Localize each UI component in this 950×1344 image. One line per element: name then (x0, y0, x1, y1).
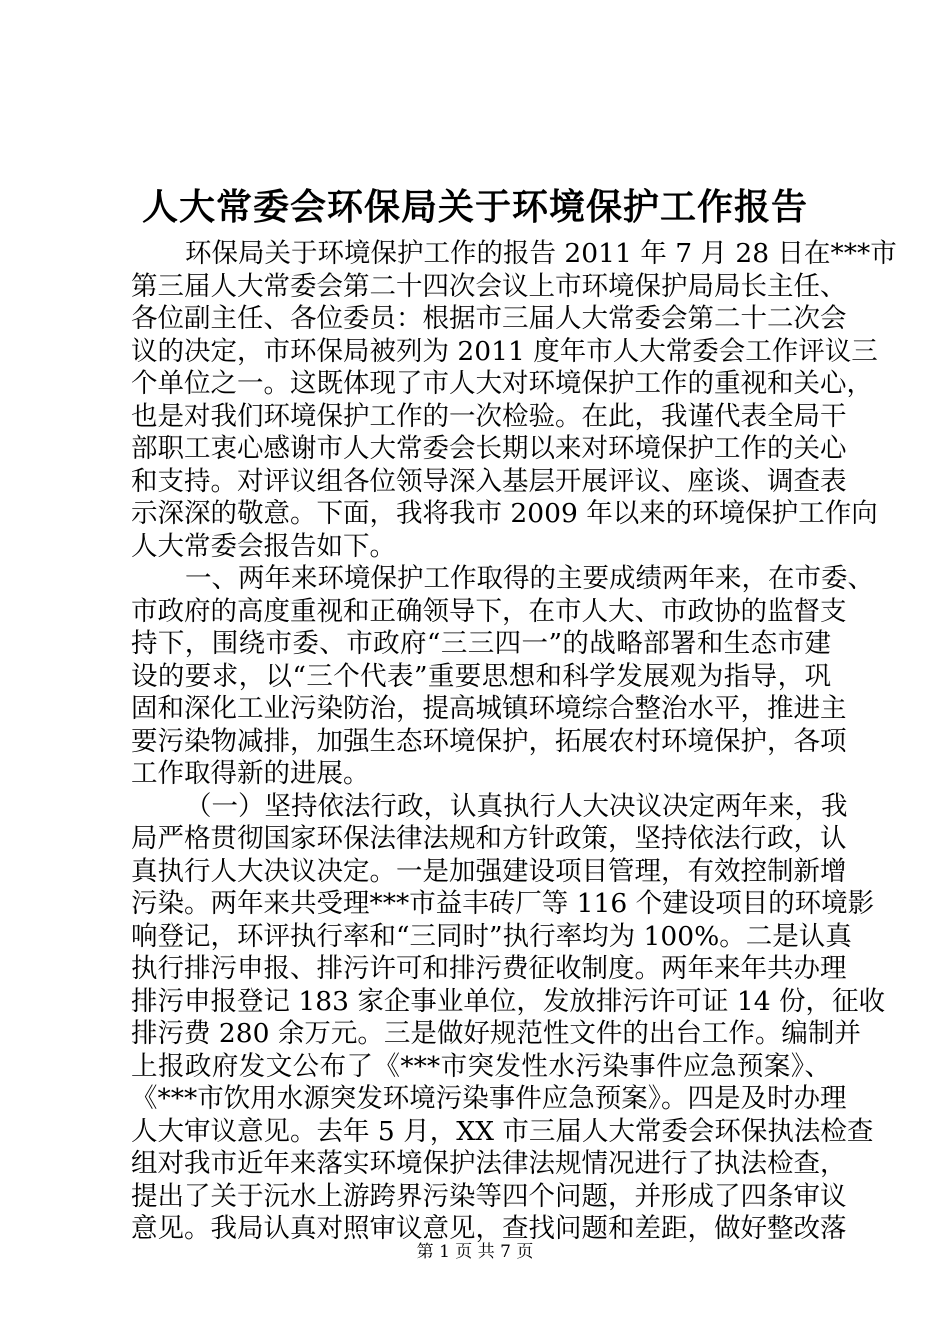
text-line: 部职工衷心感谢市人大常委会长期以来对环境保护工作的关心 (131, 433, 847, 464)
text-line: 也是对我们环境保护工作的一次检验。在此，我谨代表全局干 (131, 400, 847, 432)
page-number-footer: 第 1 页 共 7 页 (416, 1242, 534, 1262)
text-line: 环保局关于环境保护工作的报告 2011 年 7 月 28 日在***市 (185, 238, 897, 269)
text-line: 污染。两年来共受理***市益丰砖厂等 116 个建设项目的环境影 (131, 888, 875, 919)
text-line: 人大审议意见。去年 5 月，XX 市三届人大常委会环保执法检查 (131, 1115, 874, 1147)
text-line: 局严格贯彻国家环保法律法规和方针政策，坚持依法行政，认 (131, 823, 847, 854)
text-line: 执行排污申报、排污许可和排污费征收制度。两年来年共办理 (131, 953, 847, 984)
text-line: 要污染物减排，加强生态环境保护，拓展农村环境保护，各项 (131, 725, 847, 757)
text-line: 个单位之一。这既体现了市人大对环境保护工作的重视和关心， (131, 368, 873, 399)
text-line: 固和深化工业污染防治，提高城镇环境综合整治水平，推进主 (131, 693, 847, 724)
text-line: 议的决定，市环保局被列为 2011 度年市人大常委会工作评议三 (131, 335, 878, 367)
text-line: 提出了关于沅水上游跨界污染等四个问题，并形成了四条审议 (131, 1180, 847, 1212)
text-line: 设的要求，以“三个代表”重要思想和科学发展观为指导，巩 (131, 660, 831, 692)
document-title: 人大常委会环保局关于环境保护工作报告 (141, 186, 808, 228)
text-line: 市政府的高度重视和正确领导下，在市人大、市政协的监督支 (131, 595, 847, 627)
text-line: 《***市饮用水源突发环境污染事件应急预案》。四是及时办理 (131, 1083, 847, 1114)
text-line: 示深深的敬意。下面，我将我市 2009 年以来的环境保护工作向 (131, 498, 878, 529)
text-line: 人大常委会报告如下。 (131, 530, 396, 562)
text-line: 上报政府发文公布了《***市突发性水污染事件应急预案》、 (131, 1050, 831, 1082)
paragraph-2 (131, 563, 874, 791)
text-line: 组对我市近年来落实环境保护法律法规情况进行了执法检查， (131, 1148, 847, 1179)
text-line: 一、两年来环境保护工作取得的主要成绩两年来，在市委、 (185, 563, 874, 594)
text-line: 排污申报登记 183 家企事业单位，发放排污许可证 14 份，征收 (131, 985, 885, 1017)
text-line: 各位副主任、各位委员：根据市三届人大常委会第二十二次会 (131, 303, 847, 334)
text-line: （一）坚持依法行政，认真执行人大决议决定两年来，我 (185, 790, 848, 822)
text-line: 工作取得新的进展。 (131, 758, 370, 789)
text-line: 真执行人大决议决定。一是加强建设项目管理，有效控制新增 (131, 855, 847, 887)
text-line: 意见。我局认真对照审议意见，查找问题和差距，做好整改落 (131, 1213, 847, 1244)
text-line: 持下，围绕市委、市政府“三三四一”的战略部署和生态市建 (131, 628, 831, 659)
text-line: 第三届人大常委会第二十四次会议上市环境保护局局长主任、 (131, 270, 847, 302)
document-body (131, 238, 897, 1246)
text-line: 响登记，环评执行率和“三同时”执行率均为 100%。二是认真 (131, 920, 852, 952)
text-line: 和支持。对评议组各位领导深入基层开展评议、座谈、调查表 (131, 465, 847, 497)
text-line: 排污费 280 余万元。三是做好规范性文件的出台工作。编制并 (131, 1018, 861, 1049)
paragraph-1 (131, 238, 897, 563)
paragraph-3 (131, 790, 885, 1246)
